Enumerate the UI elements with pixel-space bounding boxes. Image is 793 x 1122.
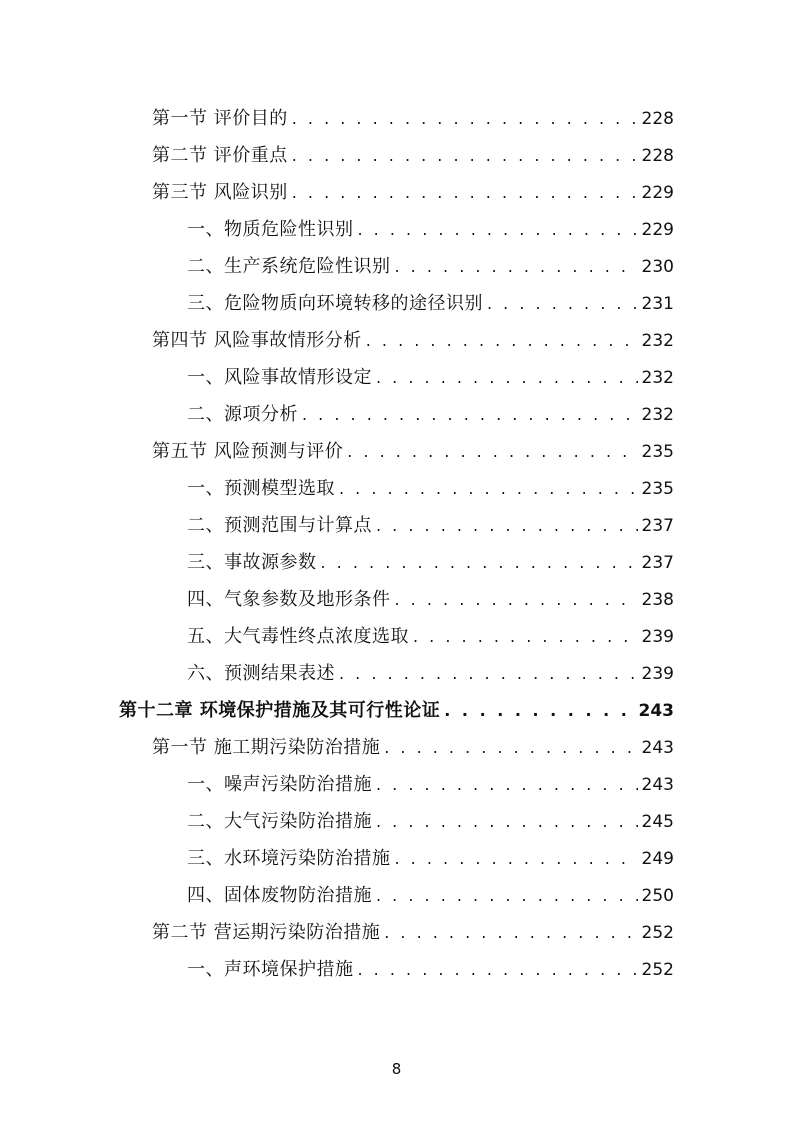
toc-entry-page: 243	[641, 775, 674, 795]
toc-entry-label: 二、预测范围与计算点	[187, 515, 372, 536]
toc-entry-page: 228	[641, 146, 674, 166]
toc-entry-label: 三、水环境污染防治措施	[187, 848, 391, 869]
toc-dot-leader	[384, 729, 637, 766]
toc-entry-item[interactable]	[187, 211, 674, 248]
toc-entry-label: 第二节 营运期污染防治措施	[152, 922, 381, 943]
toc-entry-page: 239	[641, 627, 674, 647]
toc-dot-leader	[339, 655, 638, 692]
toc-entry-item[interactable]	[187, 507, 674, 544]
toc-entry-label: 一、预测模型选取	[187, 478, 335, 499]
toc-dot-leader	[347, 433, 637, 470]
toc-dot-leader	[376, 877, 638, 914]
toc-entry-section[interactable]	[152, 174, 674, 211]
toc-entry-label: 一、噪声污染防治措施	[187, 774, 372, 795]
toc-dot-leader	[292, 137, 638, 174]
toc-entry-label: 一、物质危险性识别	[187, 219, 354, 240]
toc-entry-page: 243	[638, 701, 674, 721]
toc-entry-label: 四、固体废物防治措施	[187, 885, 372, 906]
toc-entry-item[interactable]	[187, 359, 674, 396]
toc-entry-page: 252	[641, 923, 674, 943]
toc-entry-label: 第五节 风险预测与评价	[152, 441, 344, 462]
toc-dot-leader	[339, 470, 638, 507]
toc-entry-page: 243	[641, 738, 674, 758]
toc-dot-leader	[358, 951, 638, 988]
toc-dot-leader	[395, 840, 638, 877]
toc-entry-page: 235	[641, 479, 674, 499]
toc-entry-item[interactable]	[187, 470, 674, 507]
toc-dot-leader	[376, 766, 638, 803]
toc-entry-page: 237	[641, 553, 674, 573]
toc-dot-leader	[395, 248, 638, 285]
toc-entry-label: 第二节 评价重点	[152, 145, 288, 166]
toc-entry-item[interactable]	[187, 396, 674, 433]
toc-dot-leader	[395, 581, 638, 618]
toc-entry-page: 229	[641, 183, 674, 203]
toc-entry-page: 232	[641, 331, 674, 351]
toc-dot-leader	[376, 803, 638, 840]
toc-entry-section[interactable]	[152, 914, 674, 951]
toc-entry-page: 229	[641, 220, 674, 240]
toc-dot-leader	[376, 507, 638, 544]
toc-entry-label: 第十二章 环境保护措施及其可行性论证	[119, 700, 441, 721]
toc-dot-leader	[302, 396, 638, 433]
toc-entry-page: 230	[641, 257, 674, 277]
toc-entry-label: 二、源项分析	[187, 404, 298, 425]
toc-entry-section[interactable]	[152, 322, 674, 359]
toc-entry-page: 228	[641, 109, 674, 129]
toc-entry-item[interactable]	[187, 951, 674, 988]
toc-entry-label: 第一节 施工期污染防治措施	[152, 737, 381, 758]
toc-entry-label: 四、气象参数及地形条件	[187, 589, 391, 610]
toc-entry-label: 一、风险事故情形设定	[187, 367, 372, 388]
toc-entry-label: 三、事故源参数	[187, 552, 317, 573]
toc-entry-section[interactable]	[152, 137, 674, 174]
toc-entry-label: 一、声环境保护措施	[187, 959, 354, 980]
toc-entry-item[interactable]	[187, 877, 674, 914]
toc-entry-item[interactable]	[187, 766, 674, 803]
toc-entry-page: 232	[641, 368, 674, 388]
toc-entry-label: 五、大气毒性终点浓度选取	[187, 626, 409, 647]
toc-dot-leader	[384, 914, 637, 951]
toc-dot-leader	[413, 618, 638, 655]
toc-dot-leader	[321, 544, 638, 581]
toc-entry-page: 249	[641, 849, 674, 869]
toc-dot-leader	[366, 322, 638, 359]
toc-entry-label: 六、预测结果表述	[187, 663, 335, 684]
toc-entry-section[interactable]	[152, 433, 674, 470]
toc-entry-label: 二、大气污染防治措施	[187, 811, 372, 832]
toc-entry-item[interactable]	[187, 581, 674, 618]
toc-dot-leader	[444, 692, 634, 729]
toc-entry-label: 三、危险物质向环境转移的途径识别	[187, 293, 483, 314]
toc-entry-page: 239	[641, 664, 674, 684]
toc-entry-label: 二、生产系统危险性识别	[187, 256, 391, 277]
toc-dot-leader	[358, 211, 638, 248]
toc-entry-page: 232	[641, 405, 674, 425]
toc-entry-item[interactable]	[187, 544, 674, 581]
toc-entry-item[interactable]	[187, 655, 674, 692]
toc-dot-leader	[292, 174, 638, 211]
toc-entry-page: 245	[641, 812, 674, 832]
toc-entry-page: 235	[641, 442, 674, 462]
toc-entry-page: 237	[641, 516, 674, 536]
toc-entry-page: 238	[641, 590, 674, 610]
toc-entry-label: 第三节 风险识别	[152, 182, 288, 203]
toc-entry-page: 252	[641, 960, 674, 980]
toc-dot-leader	[376, 359, 638, 396]
toc-entry-page: 250	[641, 886, 674, 906]
toc-entry-section[interactable]	[152, 100, 674, 137]
toc-entry-item[interactable]	[187, 248, 674, 285]
toc-entry-item[interactable]	[187, 803, 674, 840]
toc-dot-leader	[292, 100, 638, 137]
toc-entry-section[interactable]	[152, 729, 674, 766]
toc-dot-leader	[487, 285, 638, 322]
toc-entry-label: 第一节 评价目的	[152, 108, 288, 129]
toc-entry-label: 第四节 风险事故情形分析	[152, 330, 362, 351]
toc-entry-item[interactable]	[187, 840, 674, 877]
page-number: 8	[391, 1060, 402, 1078]
toc-entry-item[interactable]	[187, 285, 674, 322]
toc-entry-page: 231	[641, 294, 674, 314]
toc-entry-chapter[interactable]	[119, 692, 674, 729]
toc-entry-item[interactable]	[187, 618, 674, 655]
